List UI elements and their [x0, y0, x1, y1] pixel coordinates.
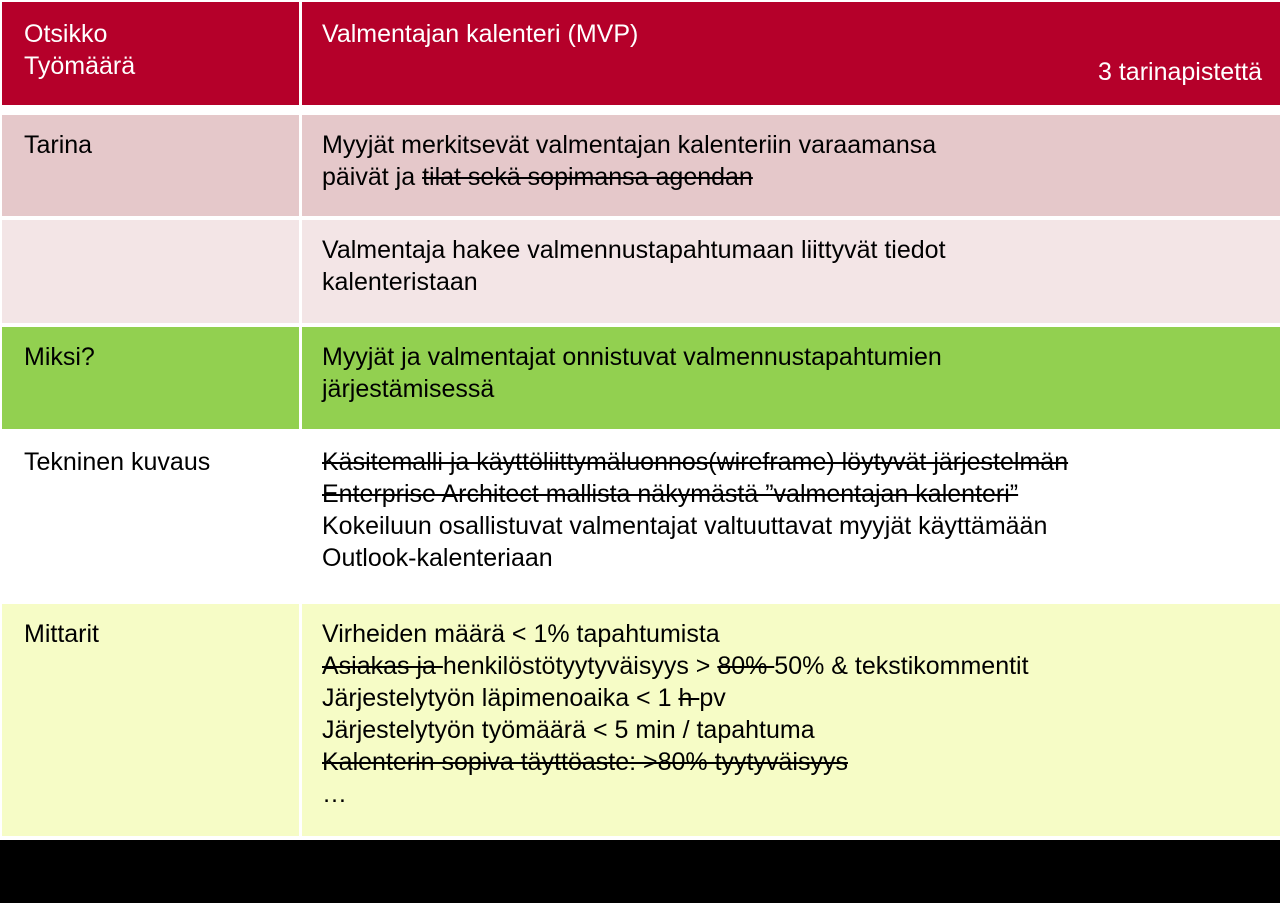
metric-text: 50% & tekstikommentit	[774, 652, 1029, 680]
header-label-effort: Työmäärä	[24, 52, 136, 80]
row-content	[302, 604, 1280, 836]
row-mittarit	[2, 604, 1280, 836]
story-text-line: Valmentaja hakee valmennustapahtumaan liittyvät tiedot	[322, 236, 946, 264]
row-content	[302, 115, 1280, 216]
struck-metric-line: Kalenterin sopiva täyttöaste: >80% tyytyväisyys	[322, 748, 848, 776]
header-label-cell	[2, 2, 298, 105]
struck-text: 80%	[717, 652, 775, 680]
struck-text: h	[678, 684, 700, 712]
story-text-plain: päivät ja	[322, 163, 423, 191]
why-text-line: Myyjät ja valmentajat onnistuvat valmennustapahtumien	[322, 343, 942, 371]
story-text-line	[322, 161, 1280, 193]
metric-text: Järjestelytyön läpimenoaika < 1	[322, 684, 679, 712]
header-row	[2, 2, 1280, 105]
row-label: Tarina	[24, 131, 93, 159]
struck-text-line: Käsitemalli ja käyttöliittymäluonnos(wireframe) löytyvät järjestelmän	[322, 448, 1069, 476]
row-tarina	[2, 115, 1280, 216]
metric-text: henkilöstötyytyväisyys >	[442, 652, 718, 680]
row-label: Miksi?	[24, 343, 95, 371]
story-text-line: Myyjät merkitsevät valmentajan kalenteriin varaamansa	[322, 131, 937, 159]
row-label: Tekninen kuvaus	[24, 448, 211, 476]
row-content	[302, 432, 1280, 598]
story-points: 3 tarinapistettä	[1098, 58, 1262, 86]
row-miksi	[2, 327, 1280, 429]
story-text-line: kalenteristaan	[322, 268, 478, 296]
header-value-cell	[302, 2, 1280, 105]
metric-line: Virheiden määrä < 1% tapahtumista	[322, 620, 720, 648]
story-title: Valmentajan kalenteri (MVP)	[322, 20, 639, 48]
struck-text-line: Enterprise Architect mallista näkymästä ”valmentajan kalenteri”	[322, 480, 1019, 508]
metric-text: pv	[699, 684, 726, 712]
struck-text: Asiakas ja	[322, 652, 443, 680]
struck-text: tilat sekä sopimansa agendan	[422, 163, 753, 191]
metric-line: Järjestelytyön työmäärä < 5 min / tapahtuma	[322, 716, 815, 744]
ellipsis: …	[322, 780, 347, 808]
why-text-line: järjestämisessä	[322, 375, 495, 403]
metric-line	[322, 682, 1280, 714]
row-content	[302, 327, 1280, 429]
header-label-title: Otsikko	[24, 20, 108, 48]
row-label: Mittarit	[24, 620, 99, 648]
row-tarina-2	[2, 220, 1280, 323]
tech-text-line: Outlook-kalenteriaan	[322, 544, 553, 572]
tech-text-line: Kokeiluun osallistuvat valmentajat valtuuttavat myyjät käyttämään	[322, 512, 1048, 540]
row-tekninen-kuvaus	[2, 432, 1280, 598]
row-content	[302, 220, 1280, 323]
metric-line	[322, 650, 1280, 682]
row-label	[2, 220, 298, 323]
